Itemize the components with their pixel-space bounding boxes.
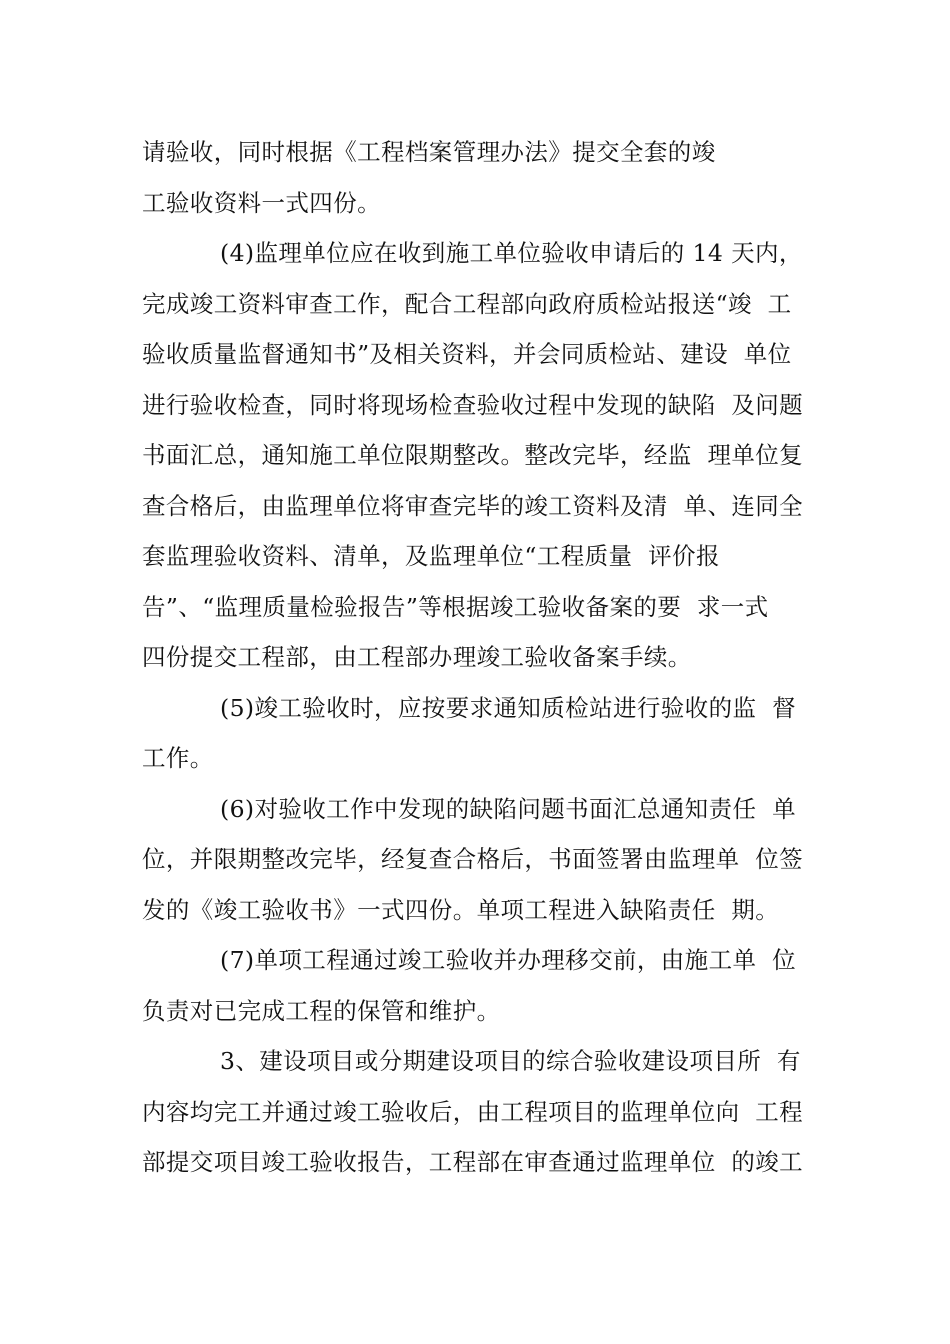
paragraph-7-line: (7)单项工程通过竣工验收并办理移交前，由施工单 位 [220,946,797,974]
text-line: 告”、“监理质量检验报告”等根据竣工验收备案的要 求一式 [142,593,769,621]
paragraph-5-line: (5)竣工验收时，应按要求通知质检站进行验收的监 督 [220,694,797,722]
text-line: 验收质量监督通知书”及相关资料，并会同质检站、建设 单位 [142,340,792,368]
text-line: 部提交项目竣工验收报告，工程部在审查通过监理单位 的竣工 [142,1148,804,1176]
text-line: 书面汇总，通知施工单位限期整改。整改完毕，经监 理单位复 [142,441,804,469]
text-line: 查合格后，由监理单位将审查完毕的竣工资料及清 单、连同全 [142,492,804,520]
text-line: 进行验收检查，同时将现场检查验收过程中发现的缺陷 及问题 [142,391,804,419]
text-line: 四份提交工程部，由工程部办理竣工验收备案手续。 [142,643,692,671]
text-line: 工验收资料一式四份。 [142,189,381,217]
text-line: 套监理验收资料、清单，及监理单位“工程质量 评价报 [142,542,720,570]
text-line: 负责对已完成工程的保管和维护。 [142,997,501,1025]
text-line: 位，并限期整改完毕，经复查合格后，书面签署由监理单 位签 [142,845,804,873]
paragraph-4-line: (4)监理单位应在收到施工单位验收申请后的 14 天内， [220,239,803,267]
text-line: 内容均完工并通过竣工验收后，由工程项目的监理单位向 工程 [142,1098,804,1126]
text-line: 工作。 [142,744,214,772]
text-line: 请验收，同时根据《工程档案管理办法》提交全套的竣 [142,138,716,166]
text-line: 发的《竣工验收书》一式四份。单项工程进入缺陷责任 期。 [142,896,780,924]
section-3-line: 3、建设项目或分期建设项目的综合验收建设项目所 有 [220,1047,801,1075]
text-line: 完成竣工资料审查工作，配合工程部向政府质检站报送“竣 工 [142,290,792,318]
paragraph-6-line: (6)对验收工作中发现的缺陷问题书面汇总通知责任 单 [220,795,797,823]
